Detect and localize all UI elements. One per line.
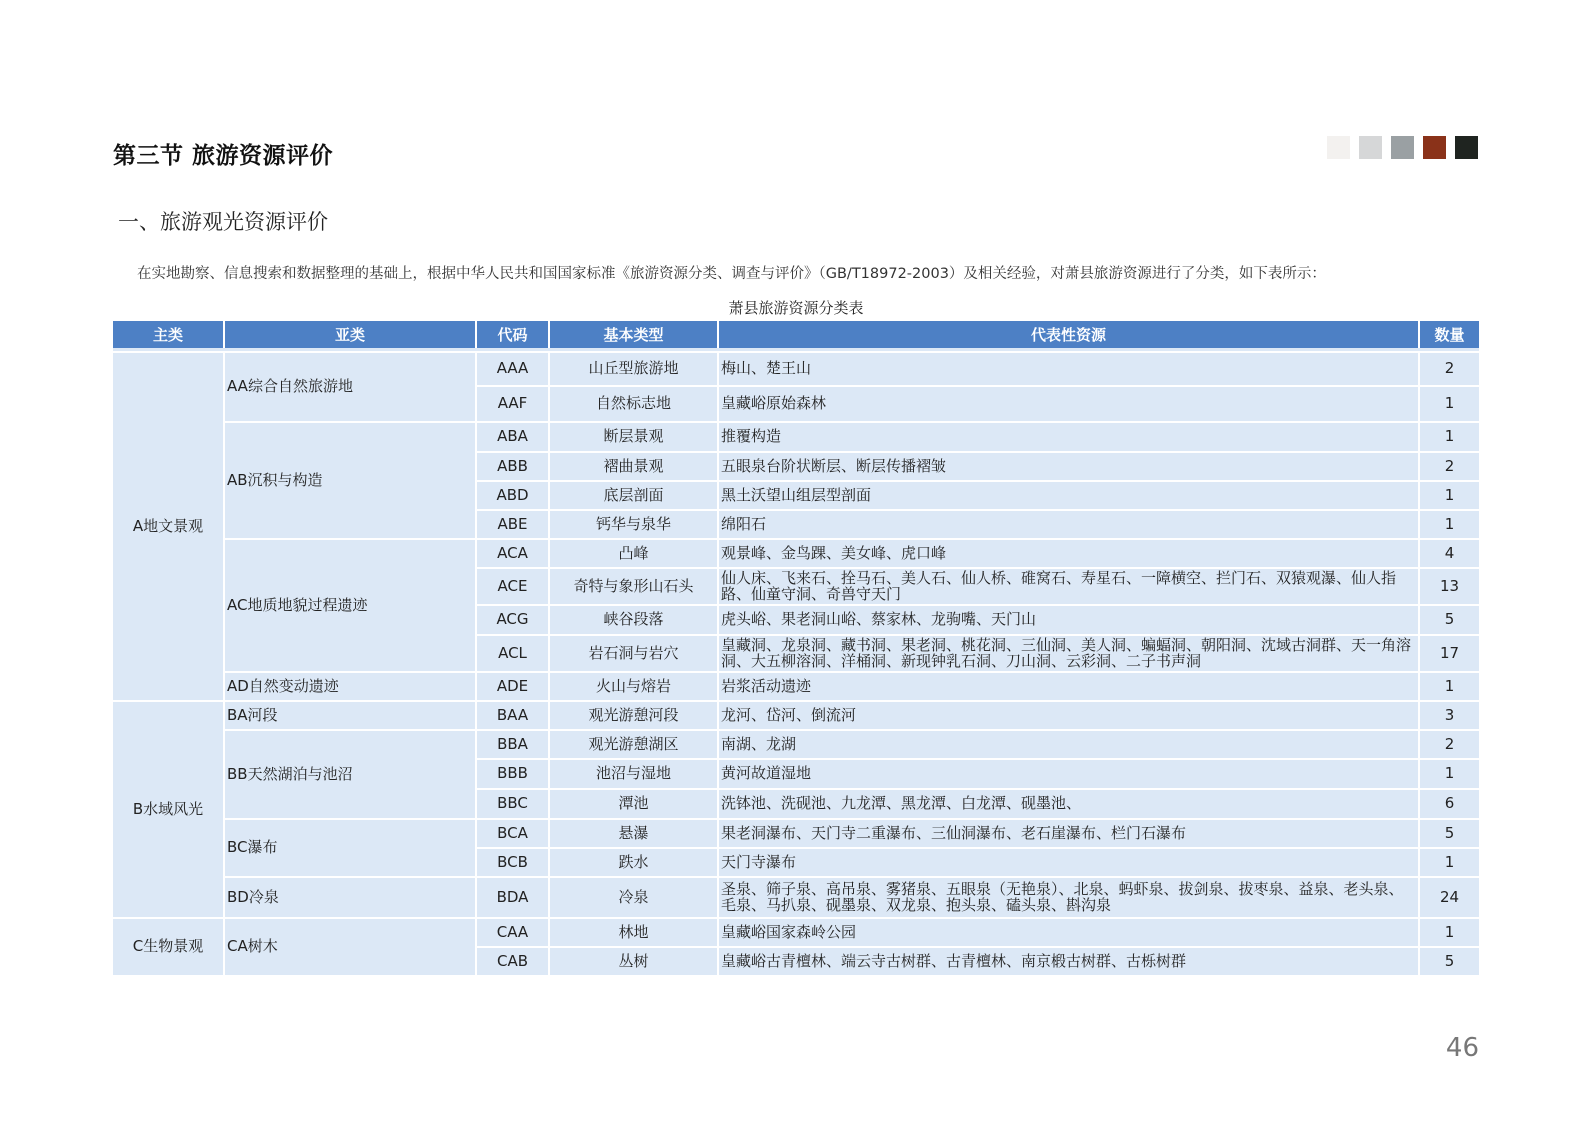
count-cell: 17: [1420, 636, 1479, 673]
sub-category-cell: AD自然变动遗迹: [225, 673, 477, 702]
table-row: [113, 820, 1479, 849]
type-cell: 奇特与象形山石头: [550, 569, 719, 606]
type-cell: 悬瀑: [550, 820, 719, 849]
table-row: [113, 919, 1479, 948]
code-cell: BAA: [477, 702, 550, 731]
count-cell: 2: [1420, 353, 1479, 387]
type-cell: 火山与熔岩: [550, 673, 719, 702]
type-cell: 潭池: [550, 790, 719, 820]
code-cell: AAA: [477, 353, 550, 387]
color-swatch: [1359, 136, 1382, 159]
code-cell: ACE: [477, 569, 550, 606]
table-row: [113, 353, 1479, 387]
code-cell: ABB: [477, 453, 550, 482]
header-main: 主类: [113, 321, 225, 348]
code-cell: CAB: [477, 948, 550, 977]
color-swatch: [1327, 136, 1350, 159]
sub-category-cell: BC瀑布: [225, 820, 477, 878]
sub-category-cell: BB天然湖泊与池沼: [225, 731, 477, 820]
rep-cell: 皇藏峪国家森岭公园: [719, 919, 1420, 948]
sub-category-cell: AA综合自然旅游地: [225, 353, 477, 423]
rep-cell: 龙河、岱河、倒流河: [719, 702, 1420, 731]
count-cell: 5: [1420, 948, 1479, 977]
sub-category-cell: BD冷泉: [225, 878, 477, 919]
header-sub: 亚类: [225, 321, 477, 348]
color-swatch: [1455, 136, 1478, 159]
count-cell: 4: [1420, 540, 1479, 569]
count-cell: 6: [1420, 790, 1479, 820]
type-cell: 丛树: [550, 948, 719, 977]
type-cell: 底层剖面: [550, 482, 719, 511]
table-row: [113, 878, 1479, 919]
count-cell: 13: [1420, 569, 1479, 606]
code-cell: BBA: [477, 731, 550, 760]
code-cell: ABA: [477, 423, 550, 453]
rep-cell: 皇藏峪原始森林: [719, 387, 1420, 423]
table-row: [113, 423, 1479, 453]
table-row: [113, 731, 1479, 760]
type-cell: 山丘型旅游地: [550, 353, 719, 387]
page-number: 46: [1445, 1033, 1479, 1063]
count-cell: 1: [1420, 511, 1479, 540]
type-cell: 观光游憩河段: [550, 702, 719, 731]
count-cell: 1: [1420, 423, 1479, 453]
count-cell: 2: [1420, 453, 1479, 482]
subsection-title: 一、旅游观光资源评价: [118, 210, 328, 234]
sub-category-cell: AC地质地貌过程遗迹: [225, 540, 477, 673]
type-cell: 钙华与泉华: [550, 511, 719, 540]
color-swatch: [1423, 136, 1446, 159]
color-swatches: [1327, 136, 1478, 159]
count-cell: 1: [1420, 387, 1479, 423]
type-cell: 褶曲景观: [550, 453, 719, 482]
count-cell: 3: [1420, 702, 1479, 731]
code-cell: ACL: [477, 636, 550, 673]
rep-cell: 观景峰、金鸟踝、美女峰、虎口峰: [719, 540, 1420, 569]
rep-cell: 仙人床、飞来石、拴马石、美人石、仙人桥、碓窝石、寿星石、一障横空、拦门石、双猿观瀑、仙人指路、仙童守洞、奇兽守天门: [719, 569, 1420, 606]
rep-cell: 果老洞瀑布、天门寺二重瀑布、三仙洞瀑布、老石崖瀑布、栏门石瀑布: [719, 820, 1420, 849]
code-cell: ACA: [477, 540, 550, 569]
count-cell: 1: [1420, 482, 1479, 511]
code-cell: ACG: [477, 606, 550, 636]
count-cell: 1: [1420, 673, 1479, 702]
type-cell: 冷泉: [550, 878, 719, 919]
count-cell: 1: [1420, 760, 1479, 790]
code-cell: BCB: [477, 849, 550, 878]
code-cell: BCA: [477, 820, 550, 849]
type-cell: 观光游憩湖区: [550, 731, 719, 760]
rep-cell: 绵阳石: [719, 511, 1420, 540]
rep-cell: 五眼泉台阶状断层、断层传播褶皱: [719, 453, 1420, 482]
type-cell: 岩石洞与岩穴: [550, 636, 719, 673]
type-cell: 峡谷段落: [550, 606, 719, 636]
intro-paragraph: 在实地勘察、信息搜索和数据整理的基础上，根据中华人民共和国国家标准《旅游资源分类、调查与评价》（GB/T18972-2003）及相关经验，对萧县旅游资源进行了分类，如下表所示：: [137, 266, 1326, 282]
code-cell: ABD: [477, 482, 550, 511]
table-row: [113, 673, 1479, 702]
sub-category-cell: AB沉积与构造: [225, 423, 477, 540]
type-cell: 林地: [550, 919, 719, 948]
count-cell: 5: [1420, 606, 1479, 636]
classification-table: [113, 321, 1479, 977]
main-category-cell: B水域风光: [113, 702, 225, 919]
code-cell: ADE: [477, 673, 550, 702]
rep-cell: 黑土沃望山组层型剖面: [719, 482, 1420, 511]
rep-cell: 黄河故道湿地: [719, 760, 1420, 790]
rep-cell: 皇藏洞、龙泉洞、藏书洞、果老洞、桃花洞、三仙洞、美人洞、蝙蝠洞、朝阳洞、沈域古洞群、天一角溶洞、大五柳溶洞、洋桶洞、新现钟乳石洞、刀山洞、云彩洞、二子书声洞: [719, 636, 1420, 673]
header-code: 代码: [477, 321, 550, 348]
count-cell: 2: [1420, 731, 1479, 760]
sub-category-cell: CA树木: [225, 919, 477, 977]
code-cell: AAF: [477, 387, 550, 423]
count-cell: 1: [1420, 919, 1479, 948]
type-cell: 自然标志地: [550, 387, 719, 423]
rep-cell: 岩浆活动遗迹: [719, 673, 1420, 702]
color-swatch: [1391, 136, 1414, 159]
code-cell: ABE: [477, 511, 550, 540]
rep-cell: 天门寺瀑布: [719, 849, 1420, 878]
code-cell: CAA: [477, 919, 550, 948]
rep-cell: 洗钵池、洗砚池、九龙潭、黑龙潭、白龙潭、砚墨池、: [719, 790, 1420, 820]
count-cell: 5: [1420, 820, 1479, 849]
header-type: 基本类型: [550, 321, 719, 348]
table-row: [113, 540, 1479, 569]
count-cell: 1: [1420, 849, 1479, 878]
code-cell: BBB: [477, 760, 550, 790]
rep-cell: 南湖、龙湖: [719, 731, 1420, 760]
main-category-cell: C生物景观: [113, 919, 225, 977]
type-cell: 凸峰: [550, 540, 719, 569]
rep-cell: 梅山、楚王山: [719, 353, 1420, 387]
header-rep: 代表性资源: [719, 321, 1420, 348]
code-cell: BBC: [477, 790, 550, 820]
section-title: 第三节 旅游资源评价: [113, 143, 334, 169]
type-cell: 跌水: [550, 849, 719, 878]
main-category-cell: A地文景观: [113, 353, 225, 702]
table-row: [113, 702, 1479, 731]
code-cell: BDA: [477, 878, 550, 919]
type-cell: 断层景观: [550, 423, 719, 453]
count-cell: 24: [1420, 878, 1479, 919]
sub-category-cell: BA河段: [225, 702, 477, 731]
table-caption: 萧县旅游资源分类表: [728, 299, 864, 317]
rep-cell: 虎头峪、果老洞山峪、蔡家林、龙驹嘴、天门山: [719, 606, 1420, 636]
rep-cell: 皇藏峪古青檀林、端云寺古树群、古青檀林、南京椴古树群、古栎树群: [719, 948, 1420, 977]
type-cell: 池沼与湿地: [550, 760, 719, 790]
rep-cell: 推覆构造: [719, 423, 1420, 453]
table-header-row: [113, 321, 1479, 348]
header-count: 数量: [1420, 321, 1479, 348]
rep-cell: 圣泉、筛子泉、高吊泉、雾猪泉、五眼泉（无艳泉）、北泉、蚂虾泉、拔剑泉、拔枣泉、益泉、老头泉、毛泉、马扒泉、砚墨泉、双龙泉、抱头泉、磕头泉、斟沟泉: [719, 878, 1420, 919]
